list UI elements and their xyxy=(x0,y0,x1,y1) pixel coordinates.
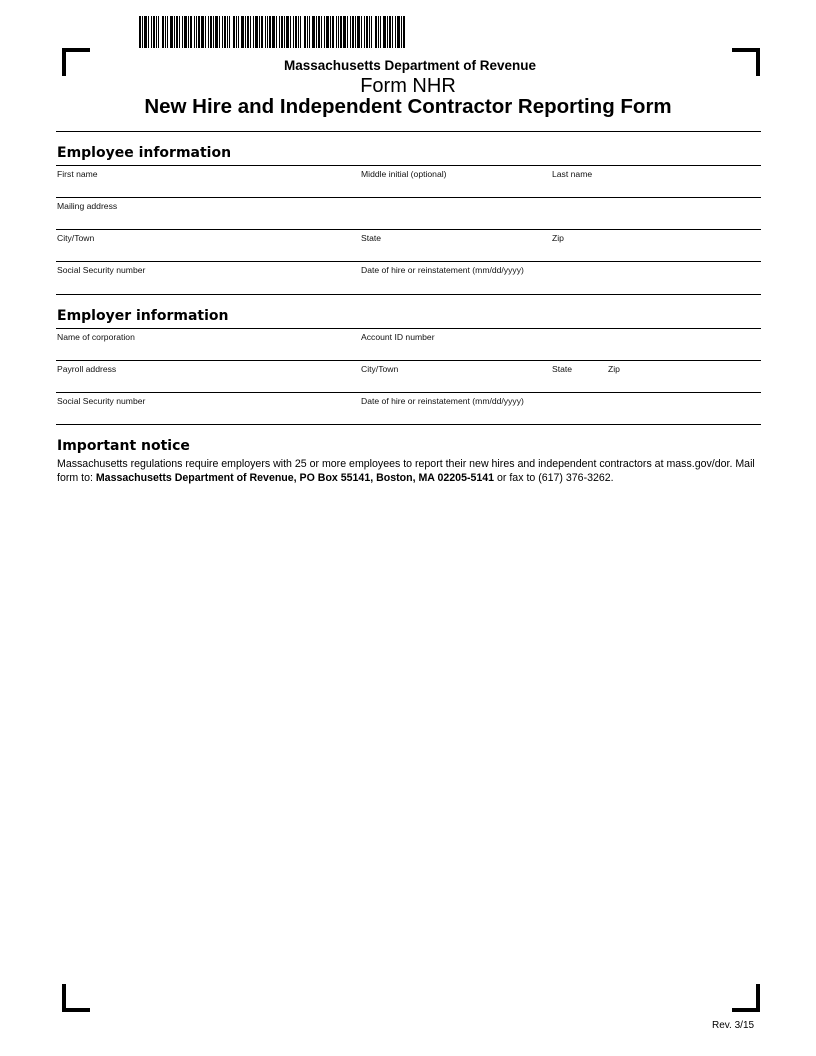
revision-label: Rev. 3/15 xyxy=(712,1020,755,1031)
notice-text-part: Massachusetts regulations require employers with 25 or more employees to report their new hires and independent contractors at mass.gov/dor. Mail form to: xyxy=(57,458,755,484)
form-title: New Hire and Independent Contractor Reporting Form xyxy=(144,95,672,118)
employee-state-field[interactable]: State xyxy=(361,233,382,243)
employee-first-name-field[interactable]: First name xyxy=(57,169,98,179)
divider xyxy=(56,392,761,393)
employee-section-title: Employee information xyxy=(57,145,232,161)
employer-payroll-address-field[interactable]: Payroll address xyxy=(57,364,117,374)
employer-city-field[interactable]: City/Town xyxy=(361,364,399,374)
divider xyxy=(56,360,761,361)
divider xyxy=(56,165,761,166)
employer-state-field[interactable]: State xyxy=(552,364,573,374)
employee-mailing-address-field[interactable]: Mailing address xyxy=(57,201,118,211)
divider xyxy=(56,294,761,295)
notice-mailing-address: Massachusetts Department of Revenue, PO Box 55141, Boston, MA 02205-5141 xyxy=(95,472,495,484)
employee-city-field[interactable]: City/Town xyxy=(57,233,95,243)
employer-ssn-field[interactable]: Social Security number xyxy=(57,396,146,406)
corner-mark-bottom-left xyxy=(62,984,90,1012)
notice-title: Important notice xyxy=(57,438,190,454)
corner-mark-bottom-right xyxy=(732,984,760,1012)
form-name: Form NHR xyxy=(360,75,456,97)
employee-date-of-hire-field[interactable]: Date of hire or reinstatement (mm/dd/yyyy) xyxy=(361,265,524,275)
employer-account-id-field[interactable]: Account ID number xyxy=(361,332,435,342)
notice-text-part: or fax to (617) 376-3262. xyxy=(494,472,614,484)
barcode xyxy=(139,16,405,48)
employee-ssn-field[interactable]: Social Security number xyxy=(57,265,146,275)
employee-zip-field[interactable]: Zip xyxy=(552,233,564,243)
divider xyxy=(56,328,761,329)
employer-corporation-name-field[interactable]: Name of corporation xyxy=(57,332,135,342)
divider xyxy=(56,229,761,230)
employer-date-of-hire-field[interactable]: Date of hire or reinstatement (mm/dd/yyyy) xyxy=(361,396,524,406)
employee-last-name-field[interactable]: Last name xyxy=(552,169,593,179)
notice-text xyxy=(57,457,762,485)
divider xyxy=(56,261,761,262)
department-name: Massachusetts Department of Revenue xyxy=(283,58,537,73)
header-divider xyxy=(56,131,761,132)
employee-middle-initial-field[interactable]: Middle initial (optional) xyxy=(361,169,447,179)
employer-section-title: Employer information xyxy=(57,308,229,324)
employer-zip-field[interactable]: Zip xyxy=(608,364,620,374)
divider xyxy=(56,424,761,425)
divider xyxy=(56,197,761,198)
